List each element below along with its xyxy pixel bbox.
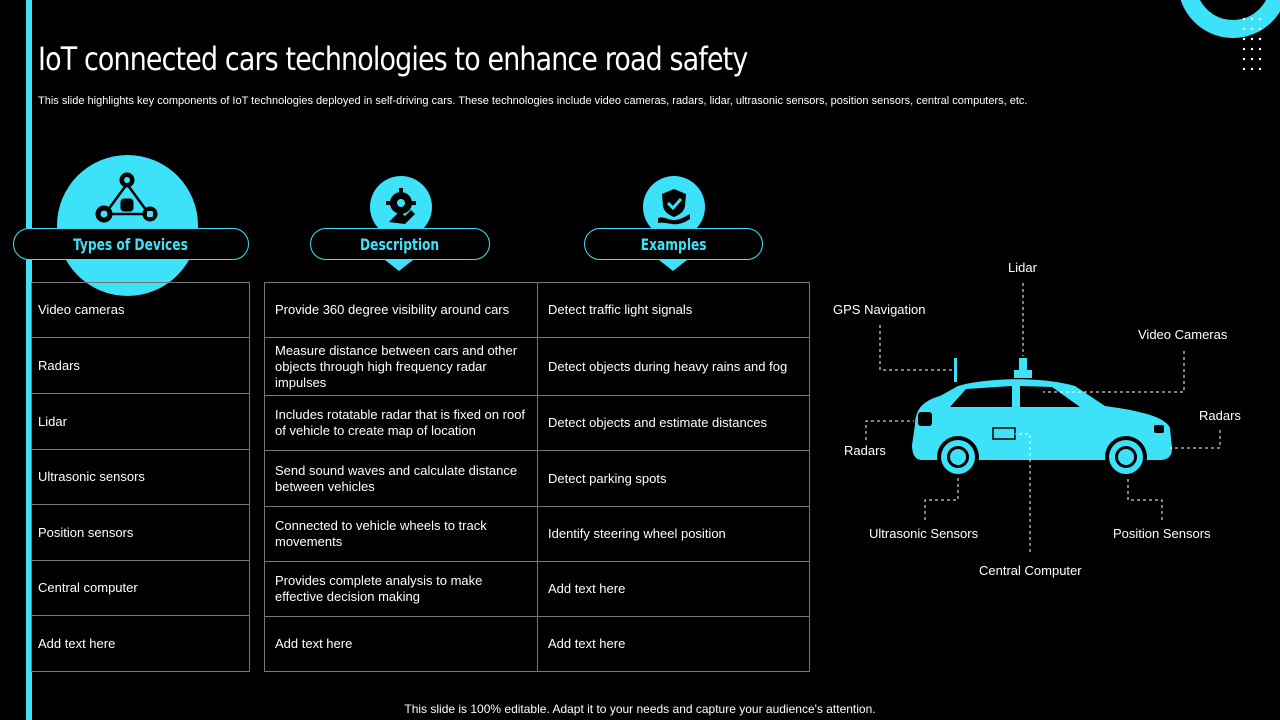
footer-note: This slide is 100% editable. Adapt it to your needs and capture your audience's attention. (404, 702, 876, 716)
radars-left-label: Radars (844, 443, 886, 458)
radars-right-label: Radars (1199, 408, 1241, 423)
gps-navigation-label: GPS Navigation (833, 302, 926, 317)
example-cell: Identify steering wheel position (537, 507, 809, 561)
device-cell: Lidar (38, 413, 67, 429)
description-cell: Connected to vehicle wheels to track movements (275, 518, 487, 549)
example-cell: Detect traffic light signals (537, 283, 809, 337)
central-computer-label: Central Computer (979, 563, 1082, 578)
devices-header-label: Types of Devices (73, 234, 189, 254)
page-subtitle: This slide highlights key components of IoT technologies deployed in self-driving cars. These technologies include video cameras, radars, lidar, ultrasonic sensors, position sensors, central computers, etc. (38, 95, 1028, 107)
description-cell: Provide 360 degree visibility around cars (275, 302, 510, 317)
description-cell: Add text here (275, 636, 353, 651)
device-cell: Central computer (38, 580, 138, 595)
ultrasonic-sensors-label: Ultrasonic Sensors (869, 526, 979, 541)
device-cell: Radars (38, 357, 80, 373)
car-icon (912, 358, 1172, 478)
example-cell: Add text here (537, 562, 809, 616)
description-cell: Includes rotatable radar that is fixed on roof of vehicle to create map of location (275, 407, 526, 438)
description-cell: Provides complete analysis to make effective decision making (275, 573, 483, 604)
examples-header-label: Examples (640, 234, 707, 254)
example-cell: Detect objects during heavy rains and fog (537, 338, 809, 395)
example-cell: Add text here (537, 617, 809, 671)
device-cell: Ultrasonic sensors (38, 469, 145, 484)
device-cell: Position sensors (38, 524, 134, 540)
example-cell: Detect objects and estimate distances (537, 396, 809, 450)
example-cell: Detect parking spots (537, 451, 809, 506)
lidar-label: Lidar (1008, 260, 1037, 275)
position-sensors-label: Position Sensors (1113, 526, 1211, 541)
description-header-label: Description (360, 234, 440, 254)
page-title: IoT connected cars technologies to enhance road safety (38, 40, 748, 78)
device-cell: Add text here (38, 635, 116, 651)
description-cell: Send sound waves and calculate distance between vehicles (275, 462, 518, 494)
description-cell: Measure distance between cars and other objects through high frequency radar impulses (275, 342, 518, 390)
video-cameras-label: Video Cameras (1138, 327, 1228, 342)
device-cell: Video cameras (38, 302, 125, 317)
